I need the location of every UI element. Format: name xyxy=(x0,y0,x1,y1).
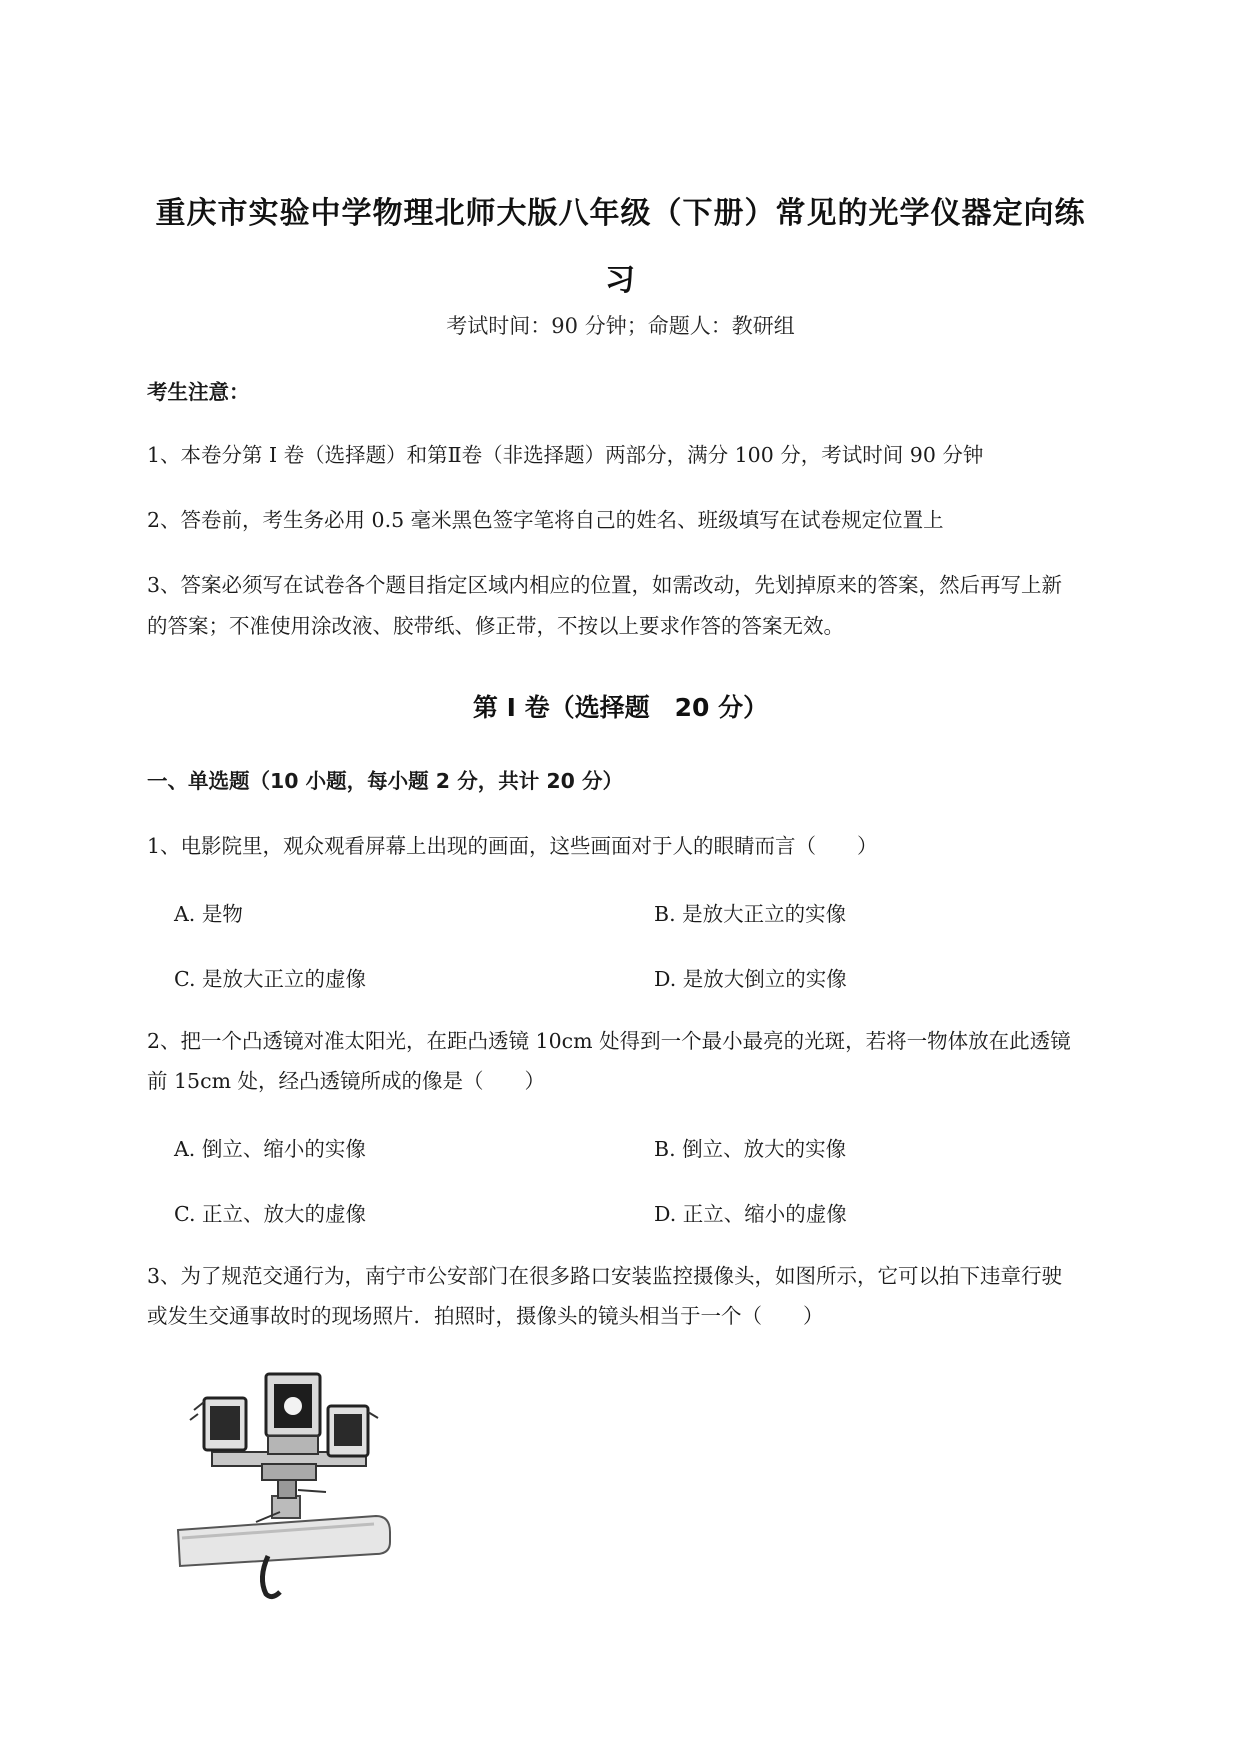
camera-figure xyxy=(176,1372,406,1600)
exam-meta: 考试时间：90 分钟；命题人：教研组 xyxy=(446,314,795,338)
notice-item-2: 2、答卷前，考生务必用 0.5 毫米黑色签字笔将自己的姓名、班级填写在试卷规定位置上 xyxy=(147,508,944,532)
question-1-option-c[interactable]: C. 是放大正立的虚像 xyxy=(174,967,366,991)
question-3-stem-line2: 或发生交通事故时的现场照片．拍照时，摄像头的镜头相当于一个（ ） xyxy=(147,1304,824,1328)
question-1-option-a[interactable]: A. 是物 xyxy=(174,902,243,926)
question-1-option-d[interactable]: D. 是放大倒立的实像 xyxy=(654,967,847,991)
question-2-option-d[interactable]: D. 正立、缩小的虚像 xyxy=(654,1202,847,1226)
notice-item-3: 3、答案必须写在试卷各个题目指定区域内相应的位置，如需改动，先划掉原来的答案，然后再写上新 xyxy=(147,573,1063,597)
section-title: 第 I 卷（选择题 20 分） xyxy=(472,693,769,722)
question-1-option-b[interactable]: B. 是放大正立的实像 xyxy=(654,902,847,926)
question-1-stem: 1、电影院里，观众观看屏幕上出现的画面，这些画面对于人的眼睛而言（ ） xyxy=(147,834,878,858)
notice-item-3-cont: 的答案；不准使用涂改液、胶带纸、修正带，不按以上要求作答的答案无效。 xyxy=(147,614,844,638)
question-2-stem-line2: 前 15cm 处，经凸透镜所成的像是（ ） xyxy=(147,1069,546,1093)
group-heading: 一、单选题（10 小题，每小题 2 分，共计 20 分） xyxy=(147,769,624,793)
exam-title-line2: 习 xyxy=(605,263,636,298)
question-2-option-a[interactable]: A. 倒立、缩小的实像 xyxy=(174,1137,366,1161)
question-2-option-c[interactable]: C. 正立、放大的虚像 xyxy=(174,1202,366,1226)
notice-item-1: 1、本卷分第 I 卷（选择题）和第Ⅱ卷（非选择题）两部分，满分 100 分，考试时间 90 分钟 xyxy=(147,443,984,467)
question-3-stem-line1: 3、为了规范交通行为，南宁市公安部门在很多路口安装监控摄像头，如图所示，它可以拍下违章行驶 xyxy=(147,1264,1063,1288)
question-2-stem-line1: 2、把一个凸透镜对准太阳光，在距凸透镜 10cm 处得到一个最小最亮的光斑，若将一物体放在此透镜 xyxy=(147,1029,1071,1053)
exam-title-line1: 重庆市实验中学物理北师大版八年级（下册）常见的光学仪器定向练 xyxy=(155,196,1086,231)
notice-heading: 考生注意： xyxy=(147,380,250,404)
question-2-option-b[interactable]: B. 倒立、放大的实像 xyxy=(654,1137,847,1161)
